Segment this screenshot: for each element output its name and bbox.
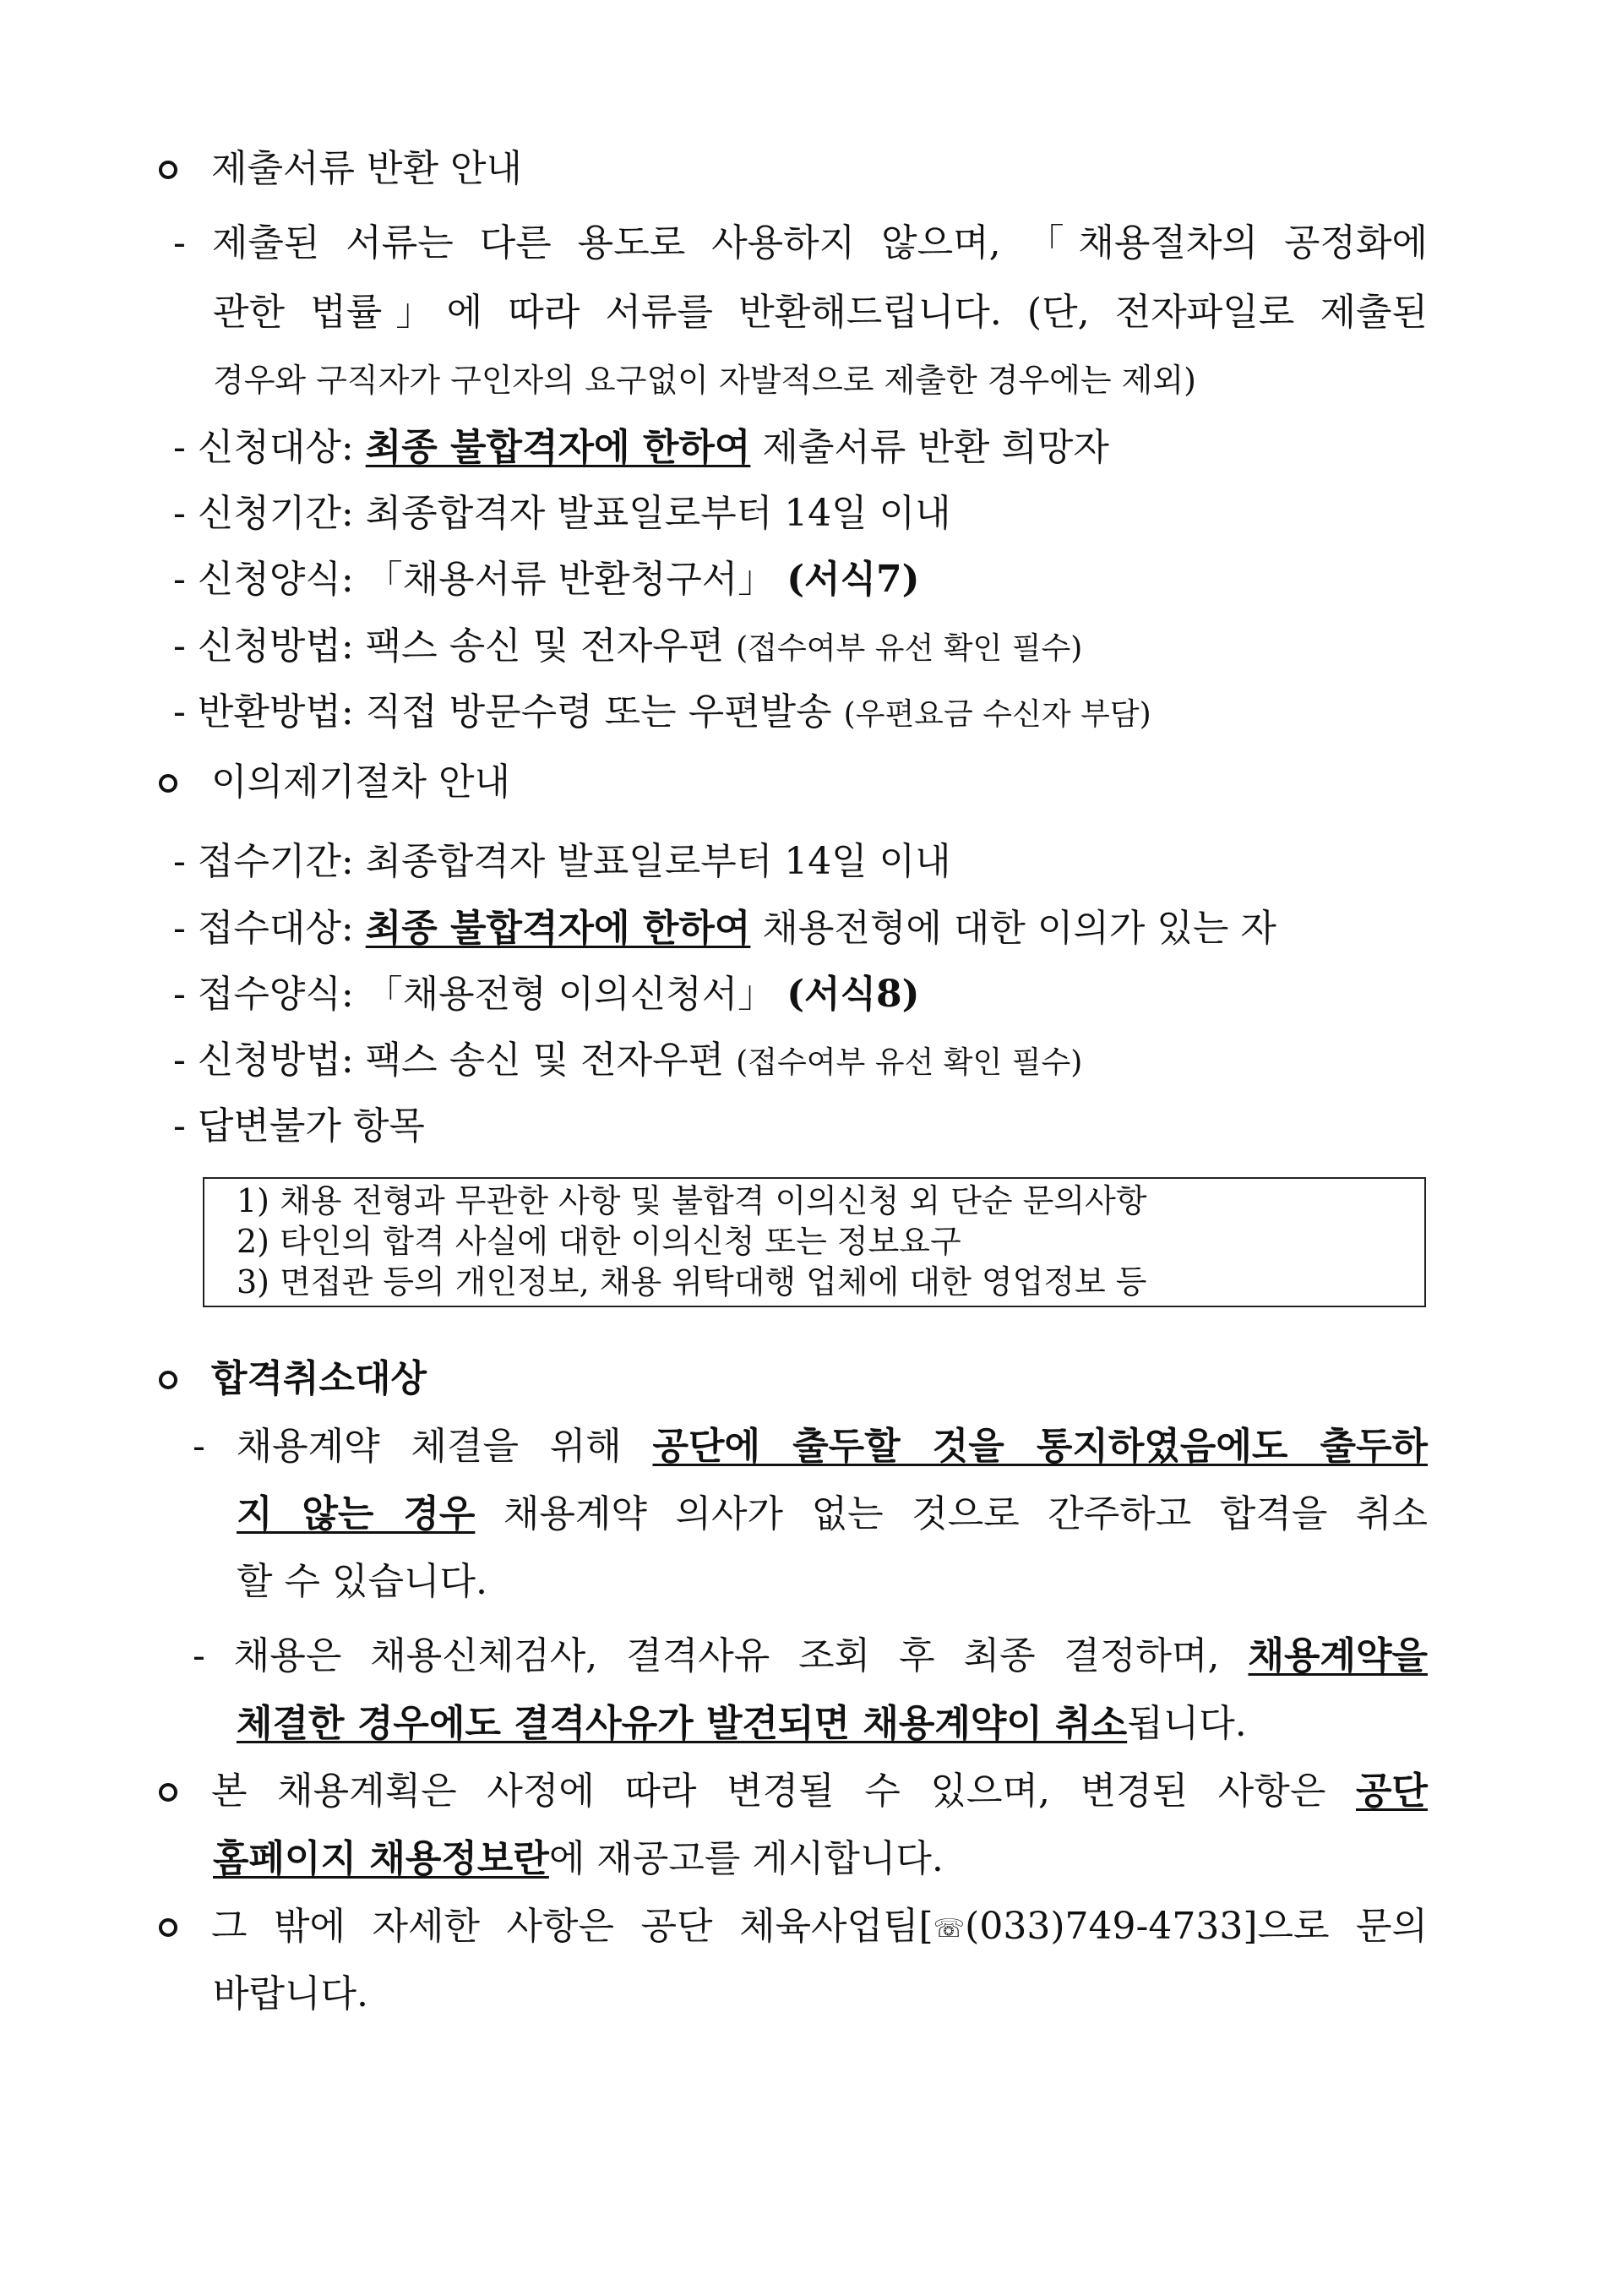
circle-bullet-icon [159,1371,177,1389]
circle-bullet-icon [159,774,177,793]
section-title: 이의제기절차 안내 [211,761,511,804]
list-item: - 신청방법: 팩스 송신 및 전자우편 (접수여부 유선 확인 필수) [173,624,1083,668]
circle-bullet-icon [159,1918,177,1937]
list-item: - 접수대상: 최종 불합격자에 한하여 채용전형에 대한 이의가 있는 자 [173,907,1276,950]
paragraph-line: - 제출된 서류는 다른 용도로 사용하지 않으며, 「채용절차의 공정화에 [173,221,1428,265]
list-item: - 신청방법: 팩스 송신 및 전자우편 (접수여부 유선 확인 필수) [173,1039,1083,1082]
exclusion-box [203,1177,1426,1307]
list-item: - 답변불가 항목 [173,1104,425,1148]
paragraph-line: 홈페이지 채용정보란에 재공고를 게시합니다. [213,1837,944,1880]
paragraph-line: 지 않는 경우 채용계약 의사가 없는 것으로 간주하고 합격을 취소 [237,1492,1428,1535]
emphasis-text: 최종 불합격자에 한하여 [365,907,751,950]
emphasis-text: 최종 불합격자에 한하여 [365,426,751,469]
emphasis-text: 공단 [1355,1770,1428,1813]
section-title: 합격취소대상 [211,1357,427,1400]
box-item: 3) 면접관 등의 개인정보, 채용 위탁대행 업체에 대한 영업정보 등 [237,1263,1147,1301]
circle-bullet-icon [159,161,177,179]
box-item: 1) 채용 전형과 무관한 사항 및 불합격 이의신청 외 단순 문의사항 [237,1182,1147,1219]
paragraph-line: 할 수 있습니다. [237,1560,487,1603]
phone-icon: ☏ [933,1914,966,1944]
list-item: - 신청대상: 최종 불합격자에 한하여 제출서류 반환 희망자 [173,426,1109,469]
paragraph-line: 경우와 구직자가 구인자의 요구없이 자발적으로 제출한 경우에는 제외) [213,362,1196,399]
list-item: - 신청양식: 「채용서류 반환청구서」 (서식7) [173,558,920,601]
emphasis-text: 체결한 경우에도 결격사유가 발견되면 채용계약이 취소 [237,1702,1128,1745]
list-item: - 반환방법: 직접 방문수령 또는 우편발송 (우편요금 수신자 부담) [173,690,1151,734]
circle-bullet-icon [159,1783,177,1802]
paragraph-line: 바랍니다. [213,1972,369,2015]
list-item: - 접수양식: 「채용전형 이의신청서」 (서식8) [173,973,920,1016]
list-item: - 접수기간: 최종합격자 발표일로부터 14일 이내 [173,840,951,883]
section-title: 제출서류 반환 안내 [211,147,523,190]
box-item: 2) 타인의 합격 사실에 대한 이의신청 또는 정보요구 [237,1223,961,1260]
list-item: - 신청기간: 최종합격자 발표일로부터 14일 이내 [173,492,951,535]
emphasis-text: 홈페이지 채용정보란 [213,1837,549,1880]
emphasis-text: 공단에 출두할 것을 통지하였음에도 출두하 [652,1425,1428,1468]
paragraph-line: - 채용계약 체결을 위해 공단에 출두할 것을 통지하였음에도 출두하 [193,1425,1428,1468]
paragraph-line: 체결한 경우에도 결격사유가 발견되면 채용계약이 취소됩니다. [237,1702,1247,1745]
paragraph-line: 관한 법률」에 따라 서류를 반환해드립니다. (단, 전자파일로 제출된 [213,291,1428,334]
paragraph-line: 그 밖에 자세한 사항은 공단 체육사업팀[☏(033)749-4733]으로 문의 [211,1901,1428,1955]
emphasis-text: 지 않는 경우 [237,1492,476,1535]
paragraph-line: - 채용은 채용신체검사, 결격사유 조회 후 최종 결정하며, 채용계약을 [193,1634,1428,1677]
paragraph-line: 본 채용계획은 사정에 따라 변경될 수 있으며, 변경된 사항은 공단 [211,1770,1428,1813]
emphasis-text: 채용계약을 [1248,1634,1428,1677]
